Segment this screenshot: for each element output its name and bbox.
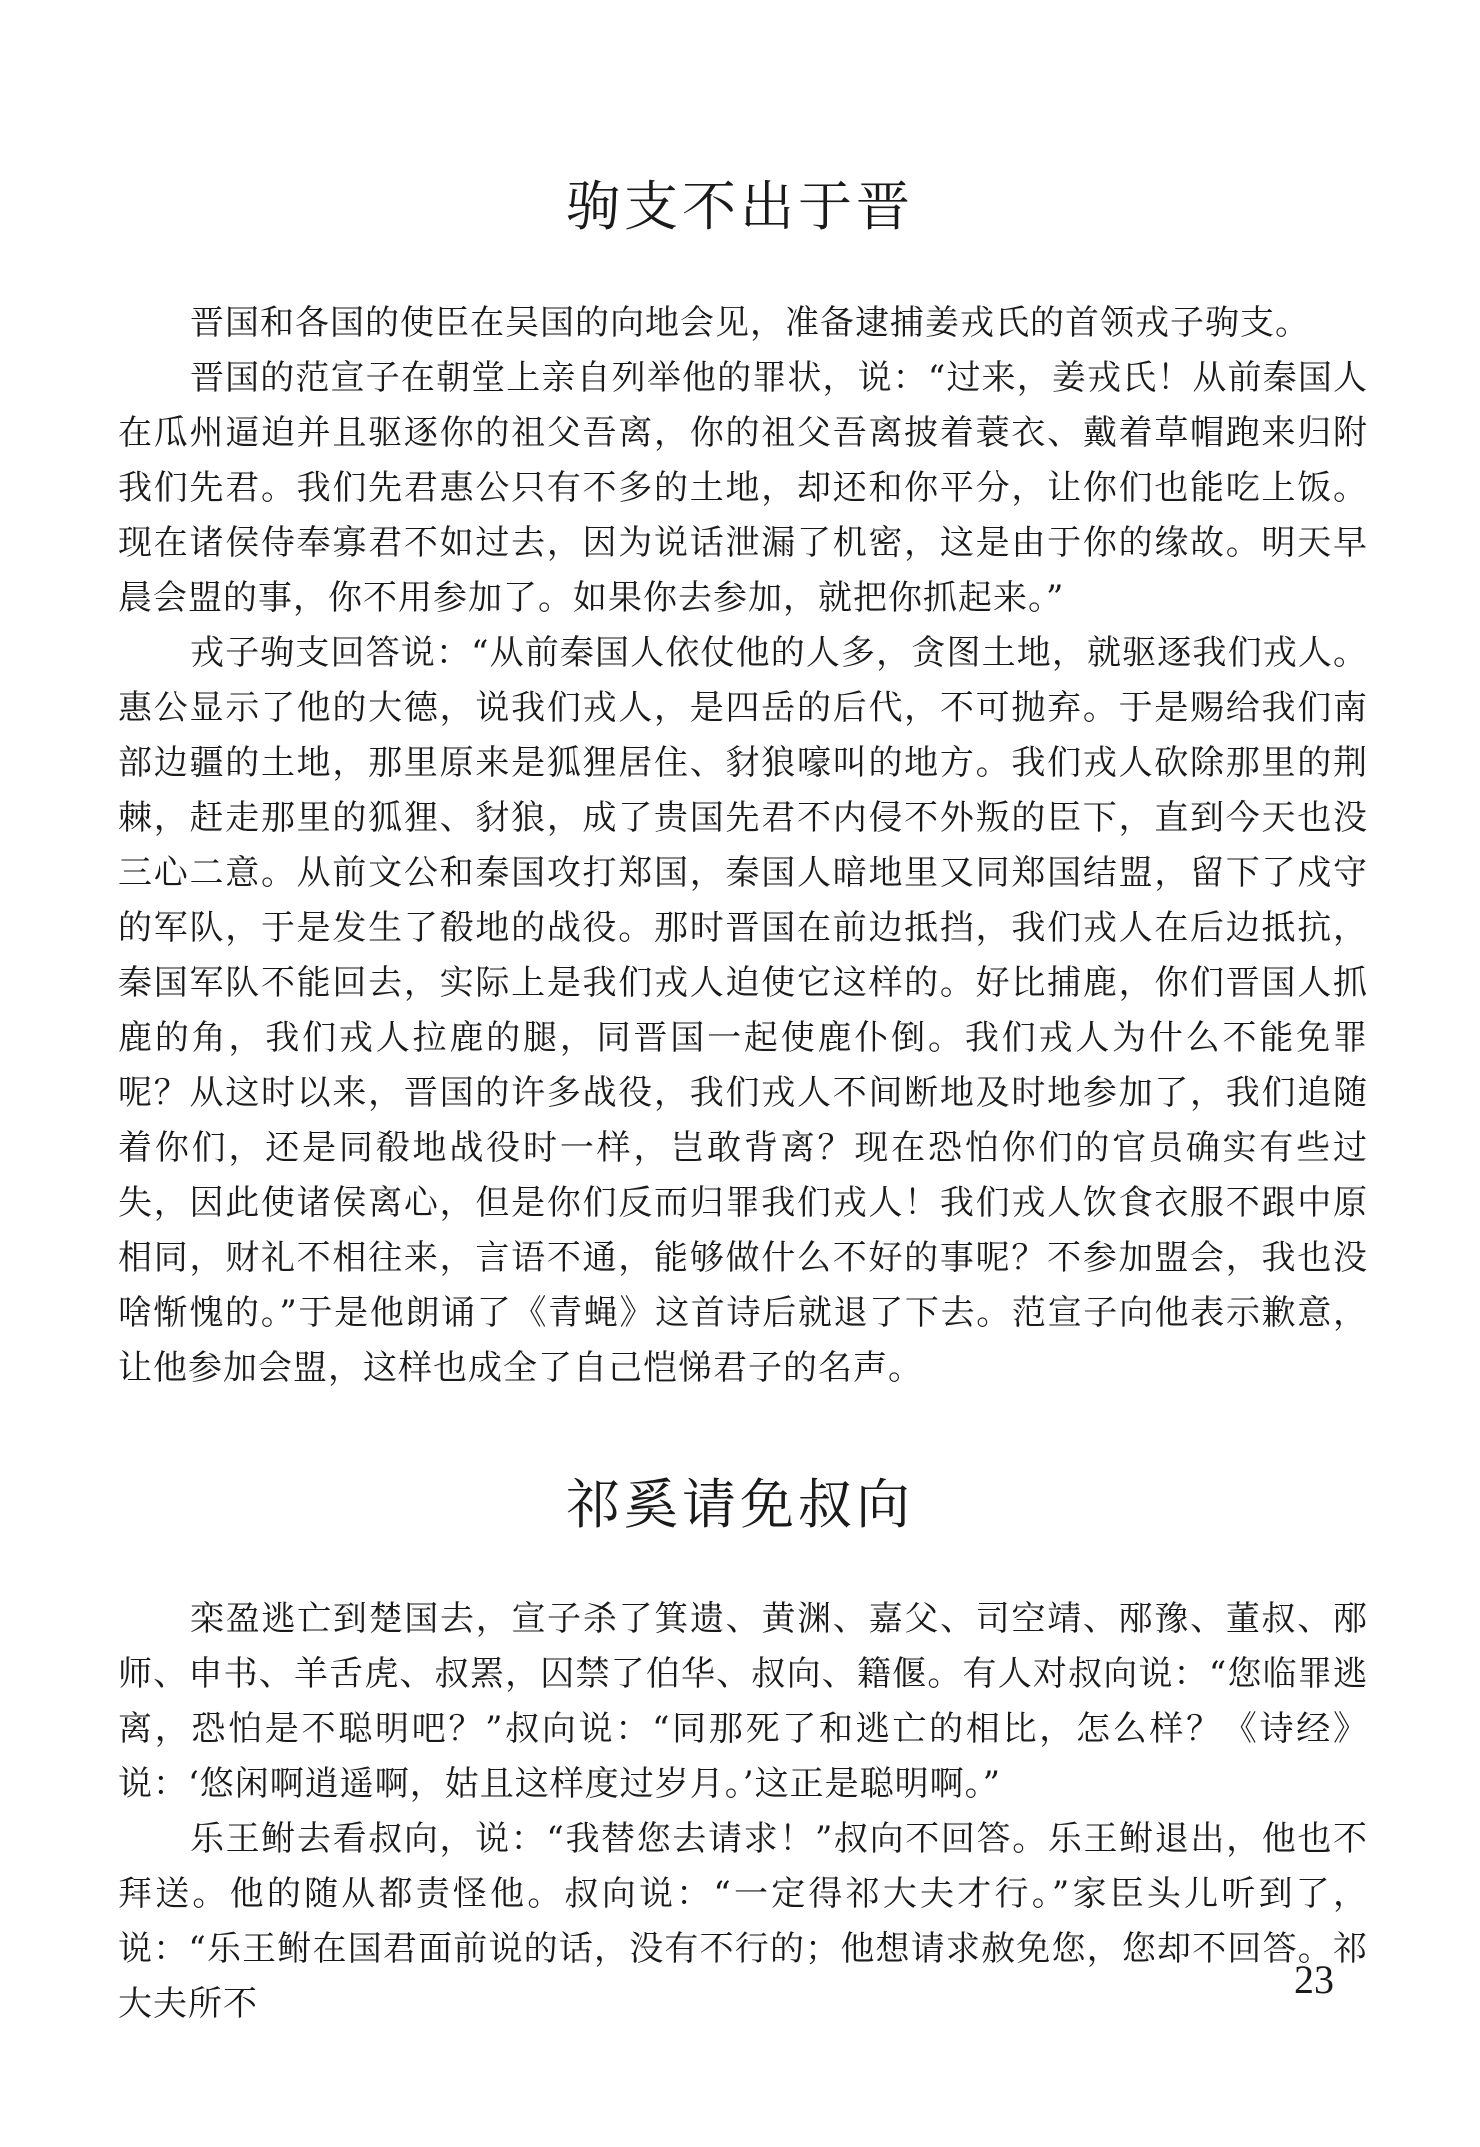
section-body bbox=[118, 1592, 1368, 2032]
paragraph: 晋国和各国的使臣在吴国的向地会见，准备逮捕姜戎氏的首领戎子驹支。 bbox=[190, 303, 1310, 343]
paragraph: 晋国的范宣子在朝堂上亲自列举他的罪状，说：“过来，姜戎氏！从前秦国人在瓜州逼迫并且驱逐你的祖父吾离，你的祖父吾离披着蓑衣、戴着草帽跑来归附我们先君。我们先君惠公只有不多的土地，却还和你平分，让你们也能吃上饭。现在诸侯侍奉寡君不如过去，因为说话泄漏了机密，这是由于你的缘故。明天早晨会盟的事，你不用参加了。如果你去参加，就把你抓起来。” bbox=[118, 358, 1368, 618]
paragraph: 栾盈逃亡到楚国去，宣子杀了箕遗、黄渊、嘉父、司空靖、邴豫、董叔、邴师、申书、羊舌虎、叔罴，囚禁了伯华、叔向、籍偃。有人对叔向说：“您临罪逃离，恐怕是不聪明吧？”叔向说：“同那死了和逃亡的相比，怎么样？《诗经》说：‘悠闲啊逍遥啊，姑且这样度过岁月。’这正是聪明啊。” bbox=[118, 1599, 1368, 1804]
paragraph: 戎子驹支回答说：“从前秦国人依仗他的人多，贪图土地，就驱逐我们戎人。惠公显示了他的大德，说我们戎人，是四岳的后代，不可抛弃。于是赐给我们南部边疆的土地，那里原来是狐狸居住、豺狼嚎叫的地方。我们戎人砍除那里的荆棘，赶走那里的狐狸、豺狼，成了贵国先君不内侵不外叛的臣下，直到今天也没三心二意。从前文公和秦国攻打郑国，秦国人暗地里又同郑国结盟，留下了戍守的军队，于是发生了殽地的战役。那时晋国在前边抵挡，我们戎人在后边抵抗，秦国军队不能回去，实际上是我们戎人迫使它这样的。好比捕鹿，你们晋国人抓鹿的角，我们戎人拉鹿的腿，同晋国一起使鹿仆倒。我们戎人为什么不能免罪呢？从这时以来，晋国的许多战役，我们戎人不间断地及时地参加了，我们追随着你们，还是同殽地战役时一样，岂敢背离？现在恐怕你们的官员确实有些过失，因此使诸侯离心，但是你们反而归罪我们戎人！我们戎人饮食衣服不跟中原相同，财礼不相往来，言语不通，能够做什么不好的事呢？不参加盟会，我也没啥惭愧的。”于是他朗诵了《青蝇》这首诗后就退了下去。范宣子向他表示歉意，让他参加会盟，这样也成全了自己恺悌君子的名声。 bbox=[118, 633, 1368, 1388]
section-title: 祁奚请免叔向 bbox=[566, 1473, 914, 1536]
paragraph: 乐王鲋去看叔向，说：“我替您去请求！”叔向不回答。乐王鲋退出，他也不拜送。他的随从都责怪他。叔向说：“一定得祁大夫才行。”家臣头儿听到了，说：“乐王鲋在国君面前说的话，没有不行的；他想请求赦免您，您却不回答。祁大夫所不 bbox=[118, 1819, 1368, 2024]
page-number: 23 bbox=[1294, 1957, 1334, 2002]
section-body bbox=[118, 296, 1368, 1396]
section-title: 驹支不出于晋 bbox=[566, 175, 914, 238]
